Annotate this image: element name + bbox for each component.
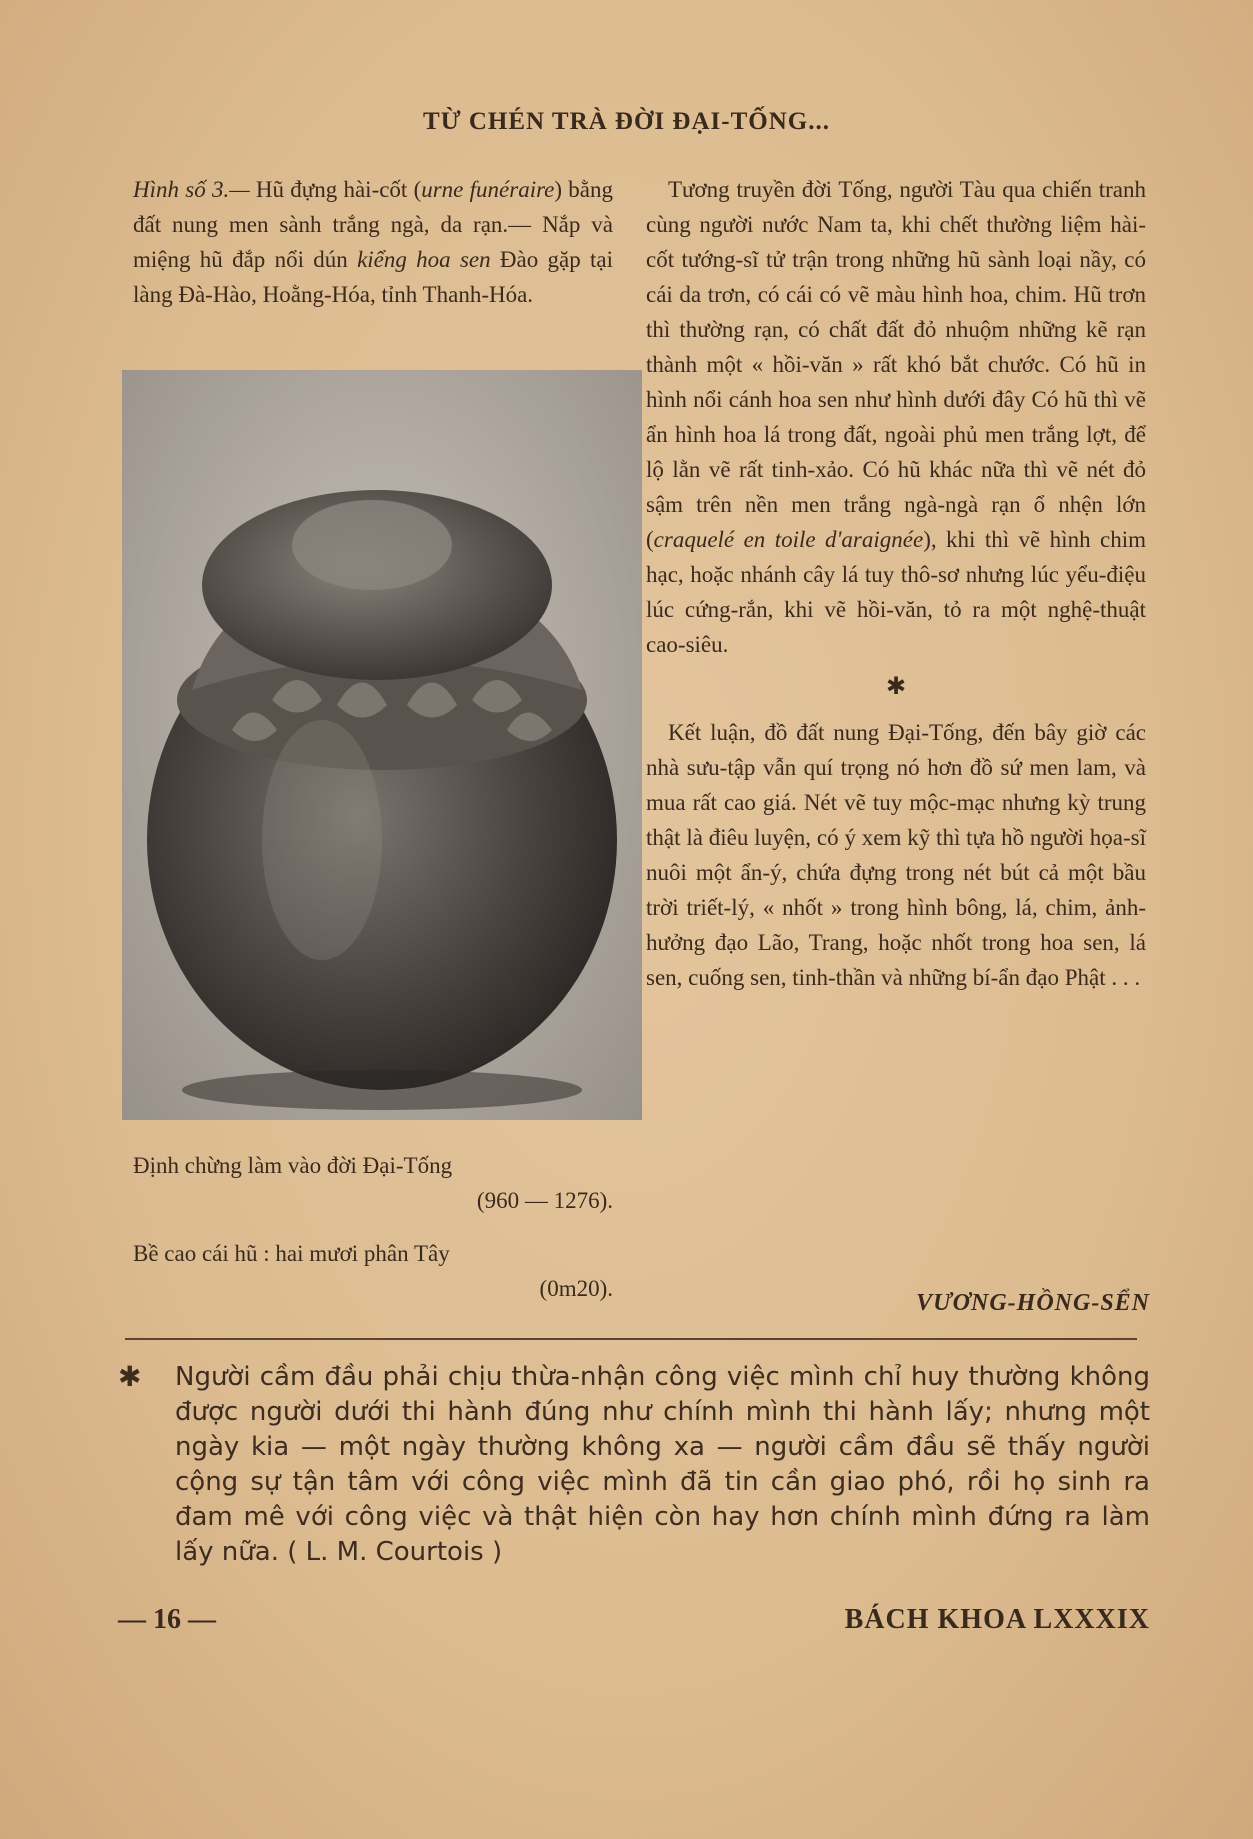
- motif-term: kiểng hoa sen: [357, 247, 491, 272]
- craquele-term: craquelé en toile d'araignée: [653, 527, 924, 552]
- figure-label: Hình số 3.—: [133, 177, 250, 202]
- french-term: urne funéraire: [421, 177, 555, 202]
- jar-illustration: [122, 370, 642, 1120]
- journal-issue: BÁCH KHOA LXXXIX: [844, 1604, 1150, 1635]
- jar-photograph: [122, 370, 642, 1120]
- photo-notes: [133, 1148, 613, 1306]
- figure-caption: Hình số 3.— Hũ đựng hài-cốt (urne funéraire) bằng đất nung men sành trắng ngà, da rạn.— Nắp và miệng hũ đắp nổi dún kiểng hoa sen Đào gặp tại làng Đà-Hào, Hoằng-Hóa, tỉnh Thanh-Hóa.: [133, 177, 614, 307]
- article-paragraph-1: Tương truyền đời Tống, người Tàu qua chiến tranh cùng người nước Nam ta, khi chết thường liệm hài-cốt tướng-sĩ tử trận trong những hũ sành loại nầy, có cái da trơn, có cái có vẽ màu hình hoa, chim. Hũ trơn thì thường rạn, có chất đất đỏ nhuộm những kẽ rạn thành một « hồi-văn » rất khó bắt chước. Có hũ in hình nổi cánh hoa sen như hình dưới đây Có hũ thì vẽ ẩn hình hoa lá trong đất, ngoài phủ men trắng lợt, để lộ lằn vẽ rất tinh-xảo. Có hũ khác nữa thì vẽ nét đỏ sậm trên nền men trắng ngà-ngà rạn ổ nhện lớn (craquelé en toile d'araignée), khi thì vẽ hình chim hạc, hoặc nhánh cây lá tuy thô-sơ nhưng lúc yểu-điệu lúc cứng-rắn, khi vẽ hồi-văn, tỏ ra một nghệ-thuật cao-siêu.: [646, 177, 1146, 657]
- page-number: — 16 —: [118, 1604, 216, 1635]
- dating-range: (960 — 1276).: [476, 1188, 613, 1213]
- divider-rule: [125, 1338, 1137, 1340]
- section-separator: ✱: [885, 674, 907, 700]
- article-body: [646, 172, 1146, 995]
- closing-quote: Người cầm đầu phải chịu thừa-nhận công việc mình chỉ huy thường không được người dưới thi hành đúng như chính mình thi hành lấy; nhưng một ngày kia — một ngày thường không xa — người cầm đầu sẽ thấy người cộng sự tận tâm với công việc mình đã tin cần giao phó, rồi họ sinh ra đam mê với công việc và thật hiện còn hay hơn chính mình đứng ra làm lấy nữa. ( L. M. Courtois ): [175, 1362, 1150, 1567]
- author-signature: VƯƠNG-HỒNG-SỂN: [916, 1290, 1150, 1316]
- quote-star-icon: ✱: [118, 1362, 142, 1393]
- height-note: Bề cao cái hũ : hai mươi phân Tây: [133, 1241, 450, 1266]
- dating-note: Định chừng làm vào đời Đại-Tống: [133, 1153, 453, 1178]
- article-paragraph-2: Kết luận, đồ đất nung Đại-Tống, đến bây giờ các nhà sưu-tập vẫn quí trọng nó hơn đồ sứ men lam, và mua rất cao giá. Nét vẽ tuy mộc-mạc nhưng kỳ trung thật là điêu luyện, có ý xem kỹ thì tựa hồ người họa-sĩ nuôi một ẩn-ý, chứa đựng trong nét bút cả một bầu trời triết-lý, « nhốt » trong hình bông, lá, chim, ảnh-hưởng đạo Lão, Trang, hoặc nhốt trong hoa sen, lá sen, cuống sen, tinh-thần và những bí-ẩn đạo Phật . . .: [646, 720, 1146, 990]
- height-value: (0m20).: [539, 1276, 613, 1301]
- running-head: TỪ CHÉN TRÀ ĐỜI ĐẠI-TỐNG...: [423, 108, 830, 135]
